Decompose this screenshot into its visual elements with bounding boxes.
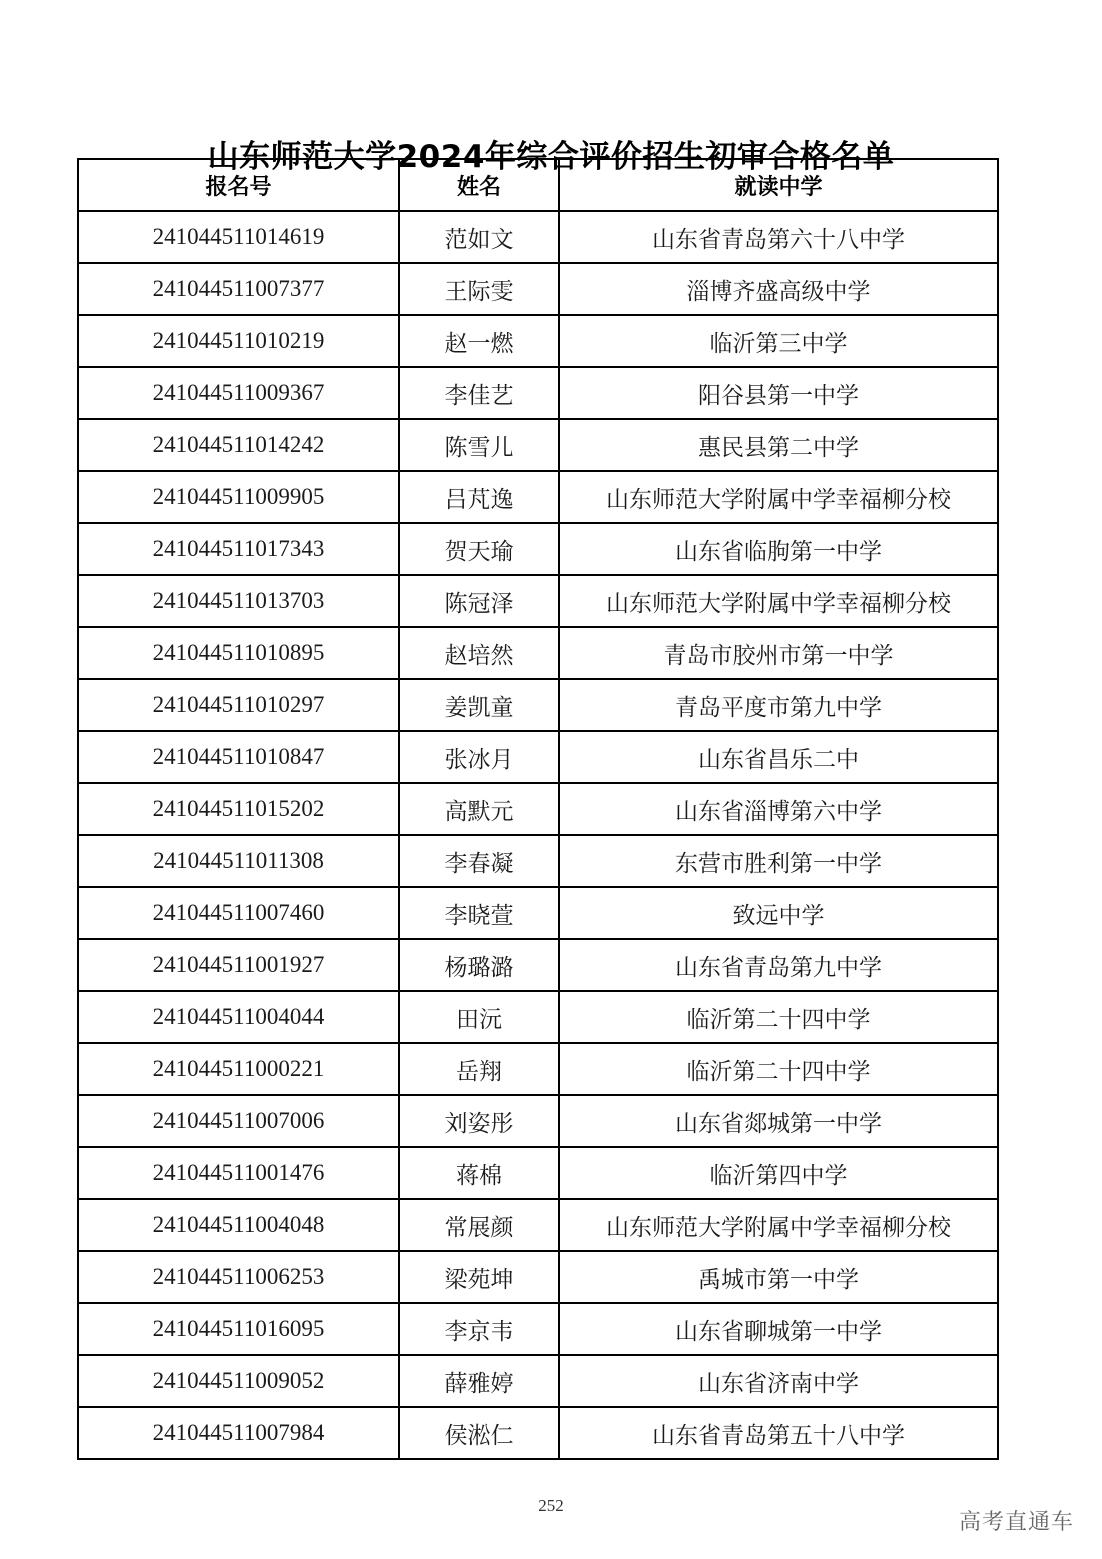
- admission-list-table: [77, 158, 999, 1460]
- registration-number-cell: 241044511015202: [78, 783, 399, 835]
- school-cell: 阳谷县第一中学: [559, 367, 998, 419]
- student-name-cell: 李佳艺: [399, 367, 559, 419]
- student-name-cell: 吕芃逸: [399, 471, 559, 523]
- table-row: [78, 575, 998, 627]
- school-cell: 山东师范大学附属中学幸福柳分校: [559, 1199, 998, 1251]
- registration-number-cell: 241044511011308: [78, 835, 399, 887]
- student-name-cell: 李晓萱: [399, 887, 559, 939]
- table-row: [78, 523, 998, 575]
- student-name-cell: 刘姿彤: [399, 1095, 559, 1147]
- registration-number-cell: 241044511007460: [78, 887, 399, 939]
- student-name-cell: 梁苑坤: [399, 1251, 559, 1303]
- registration-number-cell: 241044511007377: [78, 263, 399, 315]
- registration-number-cell: 241044511007006: [78, 1095, 399, 1147]
- header-registration-number: 报名号: [78, 159, 399, 211]
- table-row: [78, 211, 998, 263]
- registration-number-cell: 241044511009367: [78, 367, 399, 419]
- student-name-cell: 陈雪儿: [399, 419, 559, 471]
- table-row: [78, 263, 998, 315]
- registration-number-cell: 241044511001927: [78, 939, 399, 991]
- school-cell: 山东省青岛第六十八中学: [559, 211, 998, 263]
- school-cell: 山东省聊城第一中学: [559, 1303, 998, 1355]
- header-school: 就读中学: [559, 159, 998, 211]
- school-cell: 临沂第二十四中学: [559, 1043, 998, 1095]
- school-cell: 惠民县第二中学: [559, 419, 998, 471]
- school-cell: 东营市胜利第一中学: [559, 835, 998, 887]
- school-cell: 临沂第三中学: [559, 315, 998, 367]
- school-cell: 青岛市胶州市第一中学: [559, 627, 998, 679]
- school-cell: 临沂第二十四中学: [559, 991, 998, 1043]
- registration-number-cell: 241044511009052: [78, 1355, 399, 1407]
- student-name-cell: 张冰月: [399, 731, 559, 783]
- student-name-cell: 赵培然: [399, 627, 559, 679]
- school-cell: 山东省济南中学: [559, 1355, 998, 1407]
- registration-number-cell: 241044511010847: [78, 731, 399, 783]
- registration-number-cell: 241044511010297: [78, 679, 399, 731]
- header-name: 姓名: [399, 159, 559, 211]
- student-name-cell: 姜凯童: [399, 679, 559, 731]
- table-row: [78, 1251, 998, 1303]
- student-name-cell: 王际雯: [399, 263, 559, 315]
- table-row: [78, 367, 998, 419]
- watermark-text: 高考直通车: [958, 1510, 1074, 1535]
- table-row: [78, 1355, 998, 1407]
- registration-number-cell: 241044511000221: [78, 1043, 399, 1095]
- school-cell: 山东省郯城第一中学: [559, 1095, 998, 1147]
- page-number: 252: [538, 1496, 564, 1515]
- table-row: [78, 939, 998, 991]
- registration-number-cell: 241044511016095: [78, 1303, 399, 1355]
- registration-number-cell: 241044511004044: [78, 991, 399, 1043]
- table-row: [78, 991, 998, 1043]
- school-cell: 青岛平度市第九中学: [559, 679, 998, 731]
- school-cell: 淄博齐盛高级中学: [559, 263, 998, 315]
- student-name-cell: 杨璐潞: [399, 939, 559, 991]
- table-row: [78, 783, 998, 835]
- school-cell: 山东省昌乐二中: [559, 731, 998, 783]
- table-row: [78, 1199, 998, 1251]
- student-name-cell: 常展颜: [399, 1199, 559, 1251]
- document-title: 山东师范大学2024年综合评价招生初审合格名单: [207, 138, 895, 175]
- table-row: [78, 1407, 998, 1459]
- student-name-cell: 蒋棉: [399, 1147, 559, 1199]
- table-header: [78, 159, 998, 211]
- table-row: [78, 1043, 998, 1095]
- registration-number-cell: 241044511014242: [78, 419, 399, 471]
- registration-number-cell: 241044511010895: [78, 627, 399, 679]
- student-name-cell: 贺天瑜: [399, 523, 559, 575]
- student-name-cell: 李春凝: [399, 835, 559, 887]
- school-cell: 山东省淄博第六中学: [559, 783, 998, 835]
- school-cell: 临沂第四中学: [559, 1147, 998, 1199]
- student-name-cell: 赵一燃: [399, 315, 559, 367]
- student-name-cell: 岳翔: [399, 1043, 559, 1095]
- registration-number-cell: 241044511001476: [78, 1147, 399, 1199]
- table-body: [78, 211, 998, 1459]
- student-name-cell: 李京韦: [399, 1303, 559, 1355]
- registration-number-cell: 241044511013703: [78, 575, 399, 627]
- school-cell: 山东省临朐第一中学: [559, 523, 998, 575]
- registration-number-cell: 241044511006253: [78, 1251, 399, 1303]
- table-row: [78, 627, 998, 679]
- school-cell: 山东省青岛第五十八中学: [559, 1407, 998, 1459]
- table-row: [78, 1095, 998, 1147]
- school-cell: 山东省青岛第九中学: [559, 939, 998, 991]
- table-row: [78, 887, 998, 939]
- table-row: [78, 315, 998, 367]
- school-cell: 禹城市第一中学: [559, 1251, 998, 1303]
- school-cell: 山东师范大学附属中学幸福柳分校: [559, 575, 998, 627]
- student-name-cell: 范如文: [399, 211, 559, 263]
- student-name-cell: 高默元: [399, 783, 559, 835]
- table-row: [78, 1147, 998, 1199]
- registration-number-cell: 241044511014619: [78, 211, 399, 263]
- student-name-cell: 陈冠泽: [399, 575, 559, 627]
- table-row: [78, 419, 998, 471]
- school-cell: 致远中学: [559, 887, 998, 939]
- table-row: [78, 835, 998, 887]
- header-row: [78, 159, 998, 211]
- registration-number-cell: 241044511017343: [78, 523, 399, 575]
- registration-number-cell: 241044511004048: [78, 1199, 399, 1251]
- table-row: [78, 731, 998, 783]
- student-name-cell: 田沅: [399, 991, 559, 1043]
- registration-number-cell: 241044511007984: [78, 1407, 399, 1459]
- student-name-cell: 薛雅婷: [399, 1355, 559, 1407]
- table-row: [78, 471, 998, 523]
- student-name-cell: 侯淞仁: [399, 1407, 559, 1459]
- registration-number-cell: 241044511009905: [78, 471, 399, 523]
- table-row: [78, 679, 998, 731]
- registration-number-cell: 241044511010219: [78, 315, 399, 367]
- table-row: [78, 1303, 998, 1355]
- school-cell: 山东师范大学附属中学幸福柳分校: [559, 471, 998, 523]
